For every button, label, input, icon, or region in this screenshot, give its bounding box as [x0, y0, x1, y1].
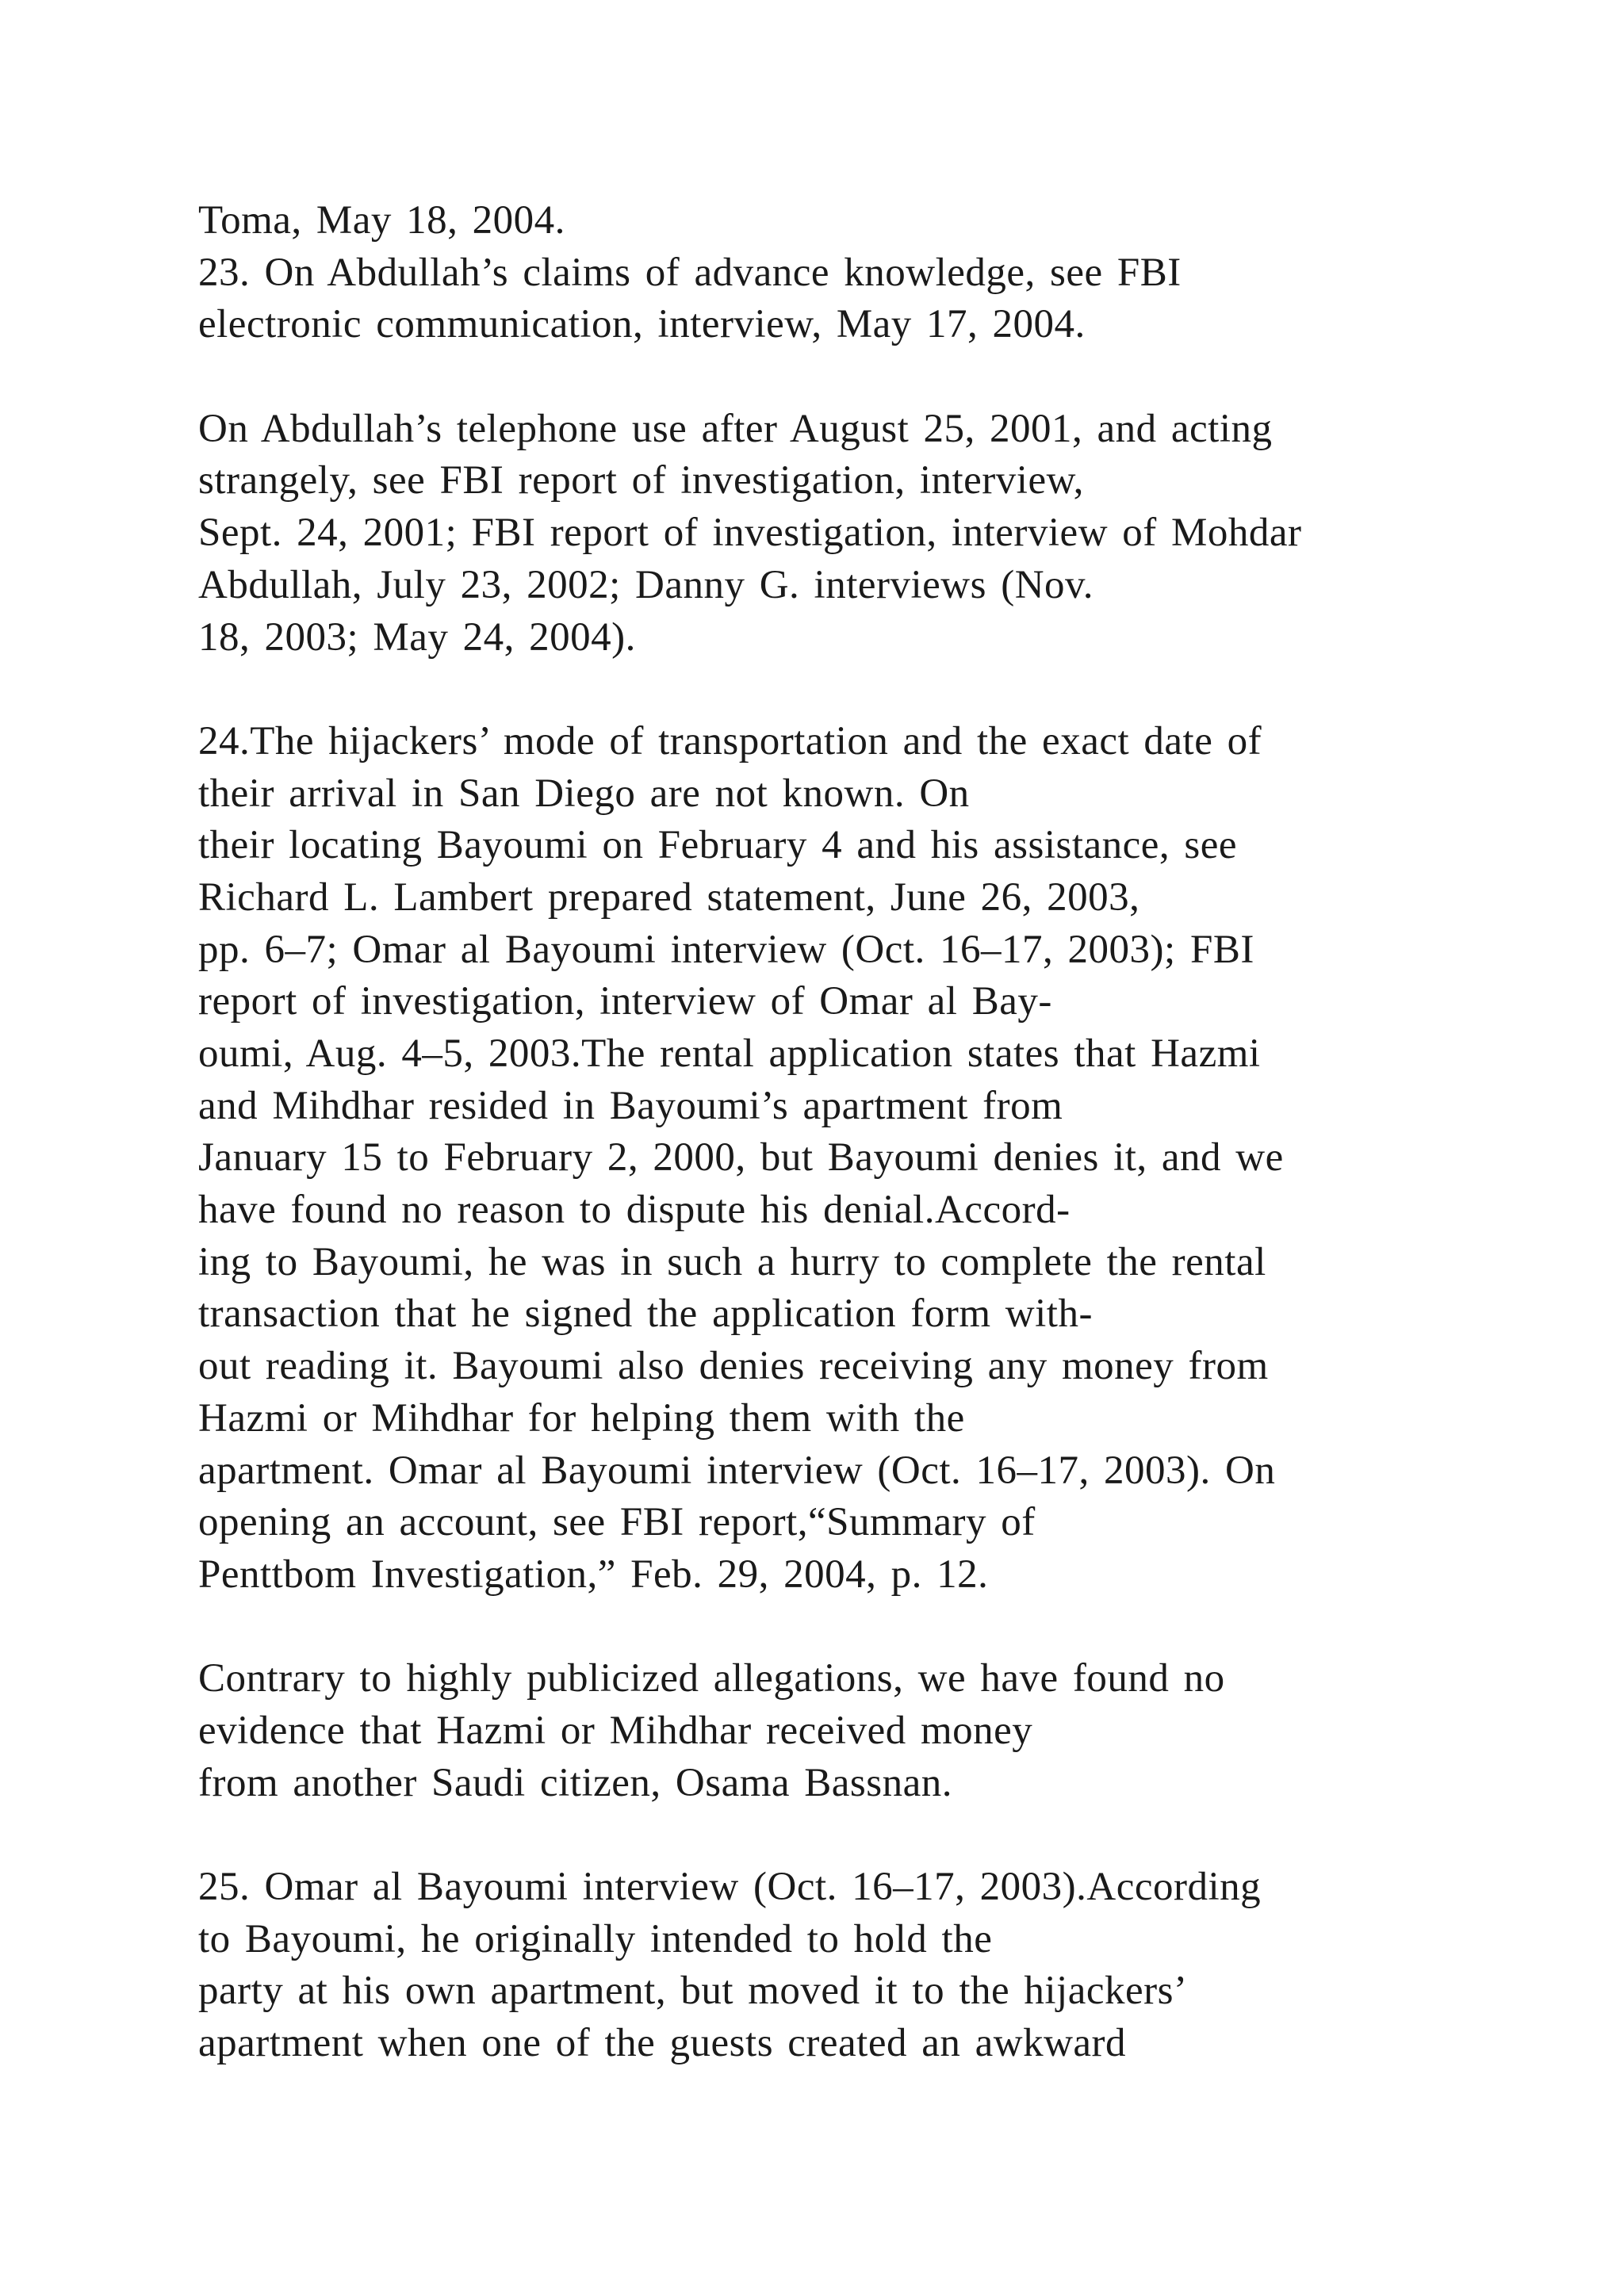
text-line: January 15 to February 2, 2000, but Bayoumi denies it, and we [198, 1135, 1284, 1181]
text-line: their locating Bayoumi on February 4 and his assistance, see [198, 823, 1238, 868]
text-line: have found no reason to dispute his denial.Accord- [198, 1188, 1071, 1233]
text-line: and Mihdhar resided in Bayoumi’s apartment from [198, 1083, 1063, 1128]
paragraph-gap [198, 1601, 1546, 1654]
text-line: apartment. Omar al Bayoumi interview (Oct. 16–17, 2003). On [198, 1448, 1276, 1493]
text-line: electronic communication, interview, May 17, 2004. [198, 302, 1086, 347]
text-line: from another Saudi citizen, Osama Bassnan. [198, 1760, 953, 1805]
text-line: strangely, see FBI report of investigation, interview, [198, 458, 1084, 503]
text-line: transaction that he signed the application form with- [198, 1292, 1093, 1337]
paragraph-gap [198, 1809, 1546, 1862]
text-line: ing to Bayoumi, he was in such a hurry to complete the rental [198, 1239, 1266, 1284]
text-line: to Bayoumi, he originally intended to hold the [198, 1916, 993, 1961]
text-line: oumi, Aug. 4–5, 2003.The rental application states that Hazmi [198, 1031, 1261, 1076]
text-line: 24.The hijackers’ mode of transportation and the exact date of [198, 718, 1262, 763]
text-line: opening an account, see FBI report,“Summary of [198, 1500, 1036, 1545]
text-line: 23. On Abdullah’s claims of advance knowledge, see FBI [198, 250, 1182, 295]
text-line: evidence that Hazmi or Mihdhar received money [198, 1708, 1033, 1753]
text-line: party at his own apartment, but moved it to the hijackers’ [198, 1969, 1188, 2014]
text-line: report of investigation, interview of Omar al Bay- [198, 979, 1052, 1024]
text-line: Penttbom Investigation,” Feb. 29, 2004, p. 12. [198, 1552, 989, 1597]
text-line: 18, 2003; May 24, 2004). [198, 614, 636, 660]
text-line: out reading it. Bayoumi also denies receiving any money from [198, 1344, 1269, 1389]
text-line: Richard L. Lambert prepared statement, June 26, 2003, [198, 874, 1140, 920]
paragraph-gap [198, 664, 1546, 716]
text-line: apartment when one of the guests created an awkward [198, 2021, 1127, 2066]
text-line: Sept. 24, 2001; FBI report of investigation, interview of Mohdar [198, 511, 1302, 556]
text-line: 25. Omar al Bayoumi interview (Oct. 16–17, 2003).According [198, 1865, 1262, 1909]
text-line: Toma, May 18, 2004. [198, 198, 565, 243]
text-line: pp. 6–7; Omar al Bayoumi interview (Oct. 16–17, 2003); FBI [198, 927, 1254, 972]
document-body [198, 195, 1546, 2070]
text-line: Hazmi or Mihdhar for helping them with the [198, 1395, 965, 1441]
text-line: Contrary to highly publicized allegations, we have found no [198, 1656, 1225, 1701]
text-line: Abdullah, July 23, 2002; Danny G. interviews (Nov. [198, 562, 1094, 607]
text-line: their arrival in San Diego are not known. On [198, 771, 970, 816]
paragraph-gap [198, 351, 1546, 404]
text-line: On Abdullah’s telephone use after August 25, 2001, and acting [198, 406, 1273, 451]
